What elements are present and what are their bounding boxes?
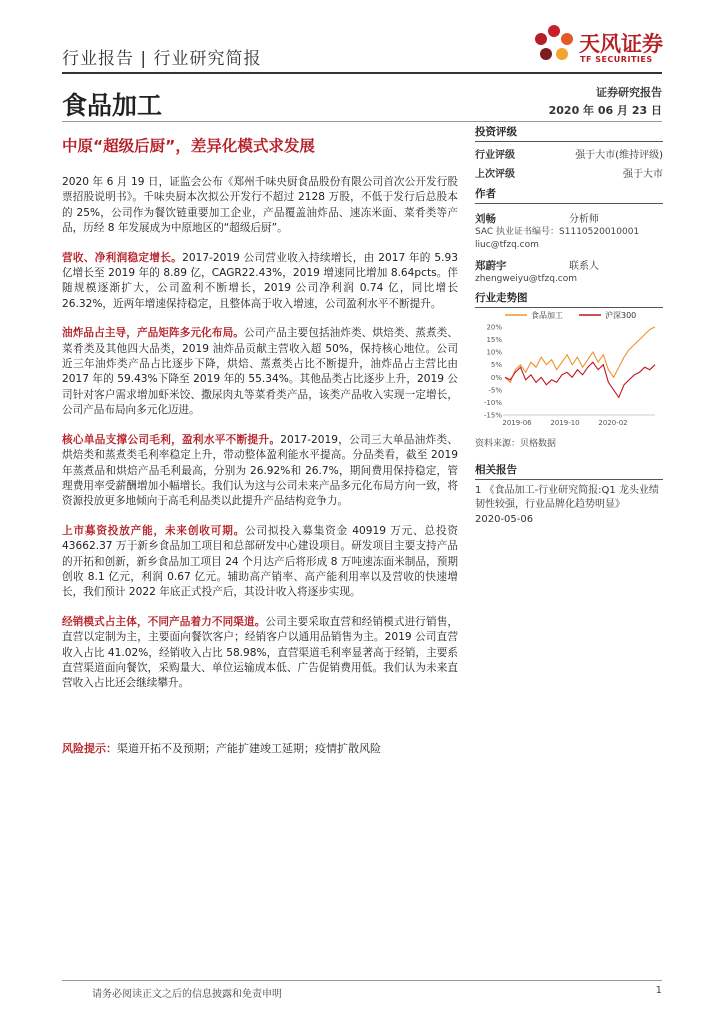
title-rule <box>62 121 662 122</box>
author-role: 分析师 <box>569 214 599 225</box>
related-report-link[interactable]: 1 《食品加工-行业研究简报:Q1 龙头业绩韧性较强，行业品牌化趋势明显》 <box>475 485 659 510</box>
industry-category: 食品加工 <box>62 91 163 120</box>
y-tick-label: 20% <box>486 323 502 332</box>
footer-disclaimer: 请务必阅读正文之后的信息披露和免责申明 <box>92 989 282 1000</box>
paragraph-text: 2017-2019 公司营业收入持续增长，由 2017 年的 5.93 亿增长至 2019 年的 8.89 亿，CAGR22.43%，2019 增速同比增加 8.64pcts。伴随规模逐渐扩大，公司盈利不断增长，2019 公司净利润 0.74 亿，同比增长 26.32%，近两年增速保持稳定，且整体高于收入增速，公司盈利水平不断提升。 <box>62 251 458 310</box>
author-section <box>475 186 663 286</box>
logo-text-cn: 天风证券 <box>579 32 663 56</box>
paragraph-text: 公司产品主要包括油炸类、烘焙类、蒸煮类、菜肴类及其他四大品类，2019 油炸品贡献主营收入超 50%，保持核心地位。公司近三年油炸类产品占比逐步下降，烘焙、蒸煮类占比不断提升，油炸品占主营比由 2017 年的 59.43%下降至 2019 年的 55.34%。其他品类占比逐步上升，2019 公司针对客户需求增加虾米饺、撒尿肉丸等菜肴类产品，该类产品收入实现一定增长，公司产品布局向多元化迈进。 <box>62 327 459 417</box>
risk-notice <box>62 740 458 756</box>
industry-rating-value: 强于大市(维持评级) <box>575 150 663 161</box>
y-tick-label: -10% <box>483 398 502 407</box>
y-tick-label: 15% <box>486 336 502 345</box>
page-number: 1 <box>655 985 662 996</box>
author-1 <box>475 210 663 226</box>
industry-rating-row <box>475 146 663 161</box>
y-tick-label: -5% <box>488 386 502 395</box>
author-heading: 作者 <box>475 186 663 204</box>
industry-rating-label: 行业评级 <box>475 150 515 161</box>
legend-label-1: 食品加工 <box>531 311 563 320</box>
company-logo <box>532 20 682 70</box>
legend-label-2: 沪深300 <box>605 311 637 320</box>
y-tick-label: 5% <box>490 361 502 370</box>
y-tick-label: -15% <box>483 411 502 420</box>
x-tick-label: 2019-06 <box>502 419 532 427</box>
paragraph-heading: 上市募资投放产能，未来创收可期。 <box>62 524 246 537</box>
footer-rule <box>62 980 662 981</box>
report-series-label: 行业报告 | 行业研究简报 <box>62 49 262 69</box>
author-email[interactable]: zhengweiyu@tfzq.com <box>475 274 578 284</box>
risk-heading: 风险提示： <box>62 742 117 755</box>
paragraph-ipo <box>62 524 458 601</box>
author-name: 刘畅 <box>475 213 496 225</box>
paragraph-heading: 营收、净利润稳定增长。 <box>62 251 183 264</box>
paragraph-text: 公司主要采取直营和经销模式进行销售，直营以定制为主，主要面向餐饮客户；经销客户以通用品销售为主。2019 公司直营收入占比 41.02%，经销收入占比 58.98%，直营渠道毛利率显著高于经销，主要系直营渠道面向餐饮，采购量大、单位运输成本低、广告促销费用低。我们认为未来直营收入占比还会继续攀升。 <box>62 615 459 690</box>
trend-heading: 行业走势图 <box>475 290 663 308</box>
risk-text: 渠道开拓不及预期；产能扩建竣工延期；疫情扩散风险 <box>117 742 381 755</box>
x-tick-label: 2020-02 <box>598 419 628 427</box>
x-tick-label: 2019-10 <box>550 419 580 427</box>
author-role: 联系人 <box>569 261 599 272</box>
last-rating-label: 上次评级 <box>475 169 515 180</box>
last-rating-row <box>475 165 663 180</box>
rating-section <box>475 124 663 180</box>
related-report-date: 2020-05-06 <box>475 514 534 525</box>
author-email[interactable]: liuc@tfzq.com <box>475 240 539 250</box>
paragraph-channels <box>62 615 458 692</box>
chart-source: 资料来源：贝格数据 <box>475 439 557 449</box>
report-type: 证券研究报告 <box>596 86 662 99</box>
flower-logo-icon <box>532 22 576 66</box>
author-name: 郑蔚宇 <box>475 260 507 272</box>
main-body <box>62 175 458 706</box>
y-tick-label: 0% <box>490 373 502 382</box>
paragraph-heading: 核心单品支撑公司毛利，盈利水平不断提升。 <box>62 433 281 446</box>
paragraph-revenue <box>62 251 458 313</box>
last-rating-value: 强于大市 <box>623 169 663 180</box>
series-line-food-processing <box>505 327 655 382</box>
paragraph-text: 2017-2019，公司三大单品油炸类、烘焙类和蒸煮类毛利率稳定上升，带动整体盈利能水平提高。分品类看，截至 2019 年蒸煮品和烘焙产品毛利最高，分别为 26.92%和 26.7%，期间费用保持稳定，管理费用率受薪酬增加小幅增长。我们认为这与公司未来产品多元化布局方向一致，将资源投放更多地倾向于高毛利品类以此提升产品结构竞争力。 <box>62 433 459 508</box>
related-heading: 相关报告 <box>475 462 663 480</box>
paragraph-heading: 油炸品占主导，产品矩阵多元化布局。 <box>62 327 244 340</box>
rating-heading: 投资评级 <box>475 124 663 142</box>
author-cert: SAC 执业证书编号：S1110520010001 <box>475 227 640 237</box>
report-title: 中原“超级后厨”，差异化模式求发展 <box>62 137 315 155</box>
header-rule <box>62 72 662 74</box>
author-2 <box>475 257 663 273</box>
intro-paragraph: 2020 年 6 月 19 日，证监会公布《郑州千味央厨食品股份有限公司首次公开发行股票招股说明书》。千味央厨本次拟公开发行不超过 2128 万股，不低于发行后总股本的 25%，公司作为餐饮链重要加工企业，产品覆盖油炸品、速冻米面、菜肴类等产品，历经 8 年发展成为中原地区的“超级后厨”。 <box>62 176 458 235</box>
paragraph-margins <box>62 433 458 510</box>
logo-text-en: TF SECURITIES <box>580 55 653 64</box>
industry-trend-chart <box>475 305 663 430</box>
related-section <box>475 462 663 525</box>
paragraph-heading: 经销模式占主体，不同产品着力不同渠道。 <box>62 615 266 628</box>
report-date: 2020 年 06 月 23 日 <box>548 104 662 117</box>
paragraph-text: 公司拟投入募集资金 40919 万元、总投资 43662.37 万于新乡食品加工项目和总部研发中心建设项目。研发项目主要支持产品的开拓和创新，新乡食品加工项目 24 个月达产后将形成 8 万吨速冻面米制品，预期创收 8.1 亿元，利润 0.67 亿元。辅助高产销率、高产能利用率以及营收的快速增长，我们预计 2022 年底正式投产后，其设计收入将逐步实现。 <box>62 524 458 599</box>
y-tick-label: 10% <box>486 348 502 357</box>
series-line-csi300 <box>505 362 655 397</box>
paragraph-products <box>62 326 458 418</box>
